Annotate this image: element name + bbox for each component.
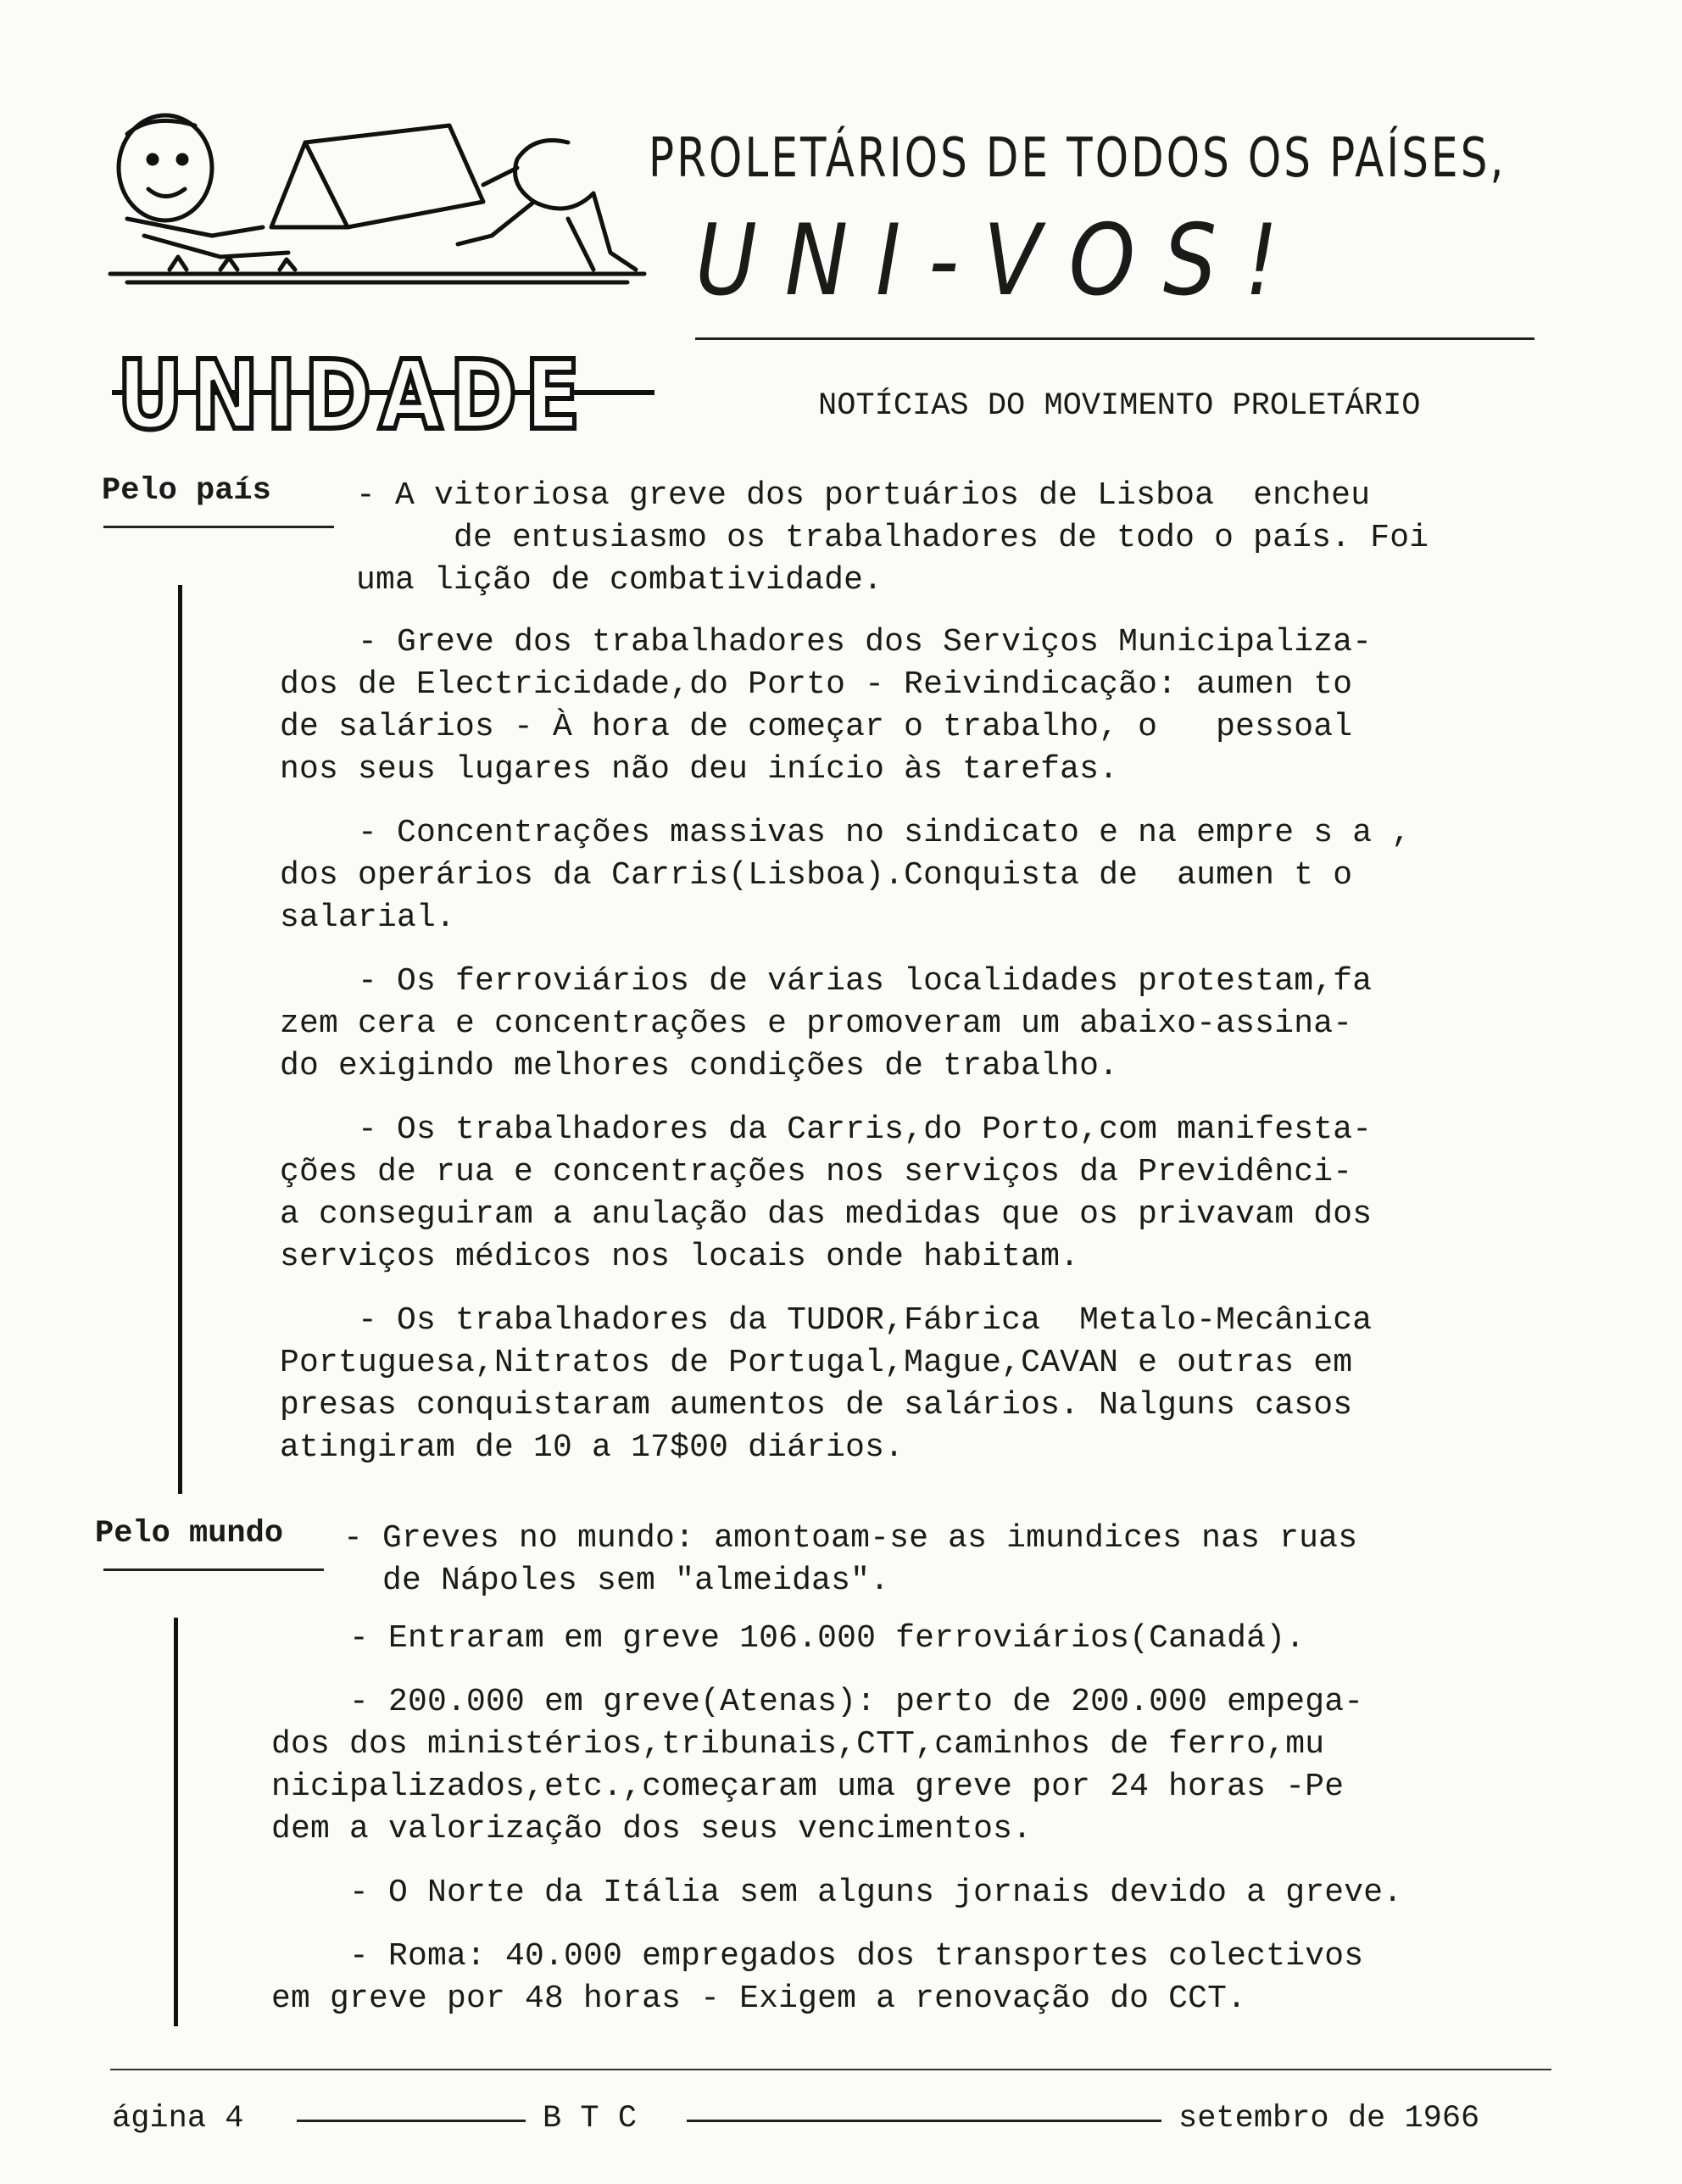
section-label-pelo-pais: Pelo país — [102, 473, 271, 509]
news-item: - Greves no mundo: amontoam-se as imundices nas ruas de Nápoles sem "almeidas". — [343, 1520, 1358, 1599]
news-item: - A vitoriosa greve dos portuários de Lisboa encheu de entusiasmo os trabalhadores de todo o país. Foi uma lição de combatividade. — [356, 477, 1429, 599]
section-sidebar-rule — [174, 1618, 178, 2026]
footer-top-rule — [110, 2069, 1551, 2070]
news-item: - Os ferroviários de várias localidades protestam,fa zem cera e concentrações e promoveram um abaixo-assina- do exigindo melhores condições de trabalho. — [280, 963, 1373, 1084]
brand-title: UNIDADE — [117, 341, 588, 451]
footer-date: setembro de 1966 — [1178, 2101, 1480, 2137]
slogan-line-2: UNI-VOS! — [695, 203, 1306, 318]
footer-publication: B T C — [543, 2101, 638, 2137]
section-label-pelo-mundo: Pelo mundo — [95, 1516, 284, 1552]
news-item: - Greve dos trabalhadores dos Serviços Municipaliza- dos de Electricidade,do Porto - Reivindicação: aumen to de salários - À hora de começar o trabalho, o pessoal nos seus lugares não deu início às tarefas. — [280, 624, 1373, 788]
newsletter-subtitle: NOTÍCIAS DO MOVIMENTO PROLETÁRIO — [818, 388, 1421, 424]
section-underline — [103, 526, 334, 528]
news-item: - Concentrações massivas no sindicato e na empre s a , dos operários da Carris(Lisboa).Conquista de aumen t o salarial. — [280, 815, 1412, 936]
section-underline — [103, 1568, 324, 1571]
footer-rule — [297, 2120, 526, 2122]
section-sidebar-rule — [178, 585, 182, 1494]
news-item: - 200.000 em greve(Atenas): perto de 200.000 empega- dos dos ministérios,tribunais,CTT,caminhos de ferro,mu nicipalizados,etc.,começaram uma greve por 24 horas -Pe dem a valorização dos seus vencimentos. — [271, 1684, 1364, 1847]
footer-rule — [687, 2120, 1161, 2122]
news-item: - Entraram em greve 106.000 ferroviários(Canadá). — [271, 1620, 1306, 1657]
news-item: - Roma: 40.000 empregados dos transportes colectivos em greve por 48 horas - Exigem a renovação do CCT. — [271, 1938, 1364, 2017]
slogan-line-1: PROLETÁRIOS DE TODOS OS PAÍSES, — [649, 127, 1507, 190]
cartoon-illustration — [93, 109, 653, 295]
news-item: - O Norte da Itália sem alguns jornais devido a greve. — [271, 1875, 1403, 1911]
news-item: - Os trabalhadores da Carris,do Porto,com manifesta- ções de rua e concentrações nos serviços da Previdênci- a conseguiram a anulação das medidas que os privavam dos serviços médicos nos locais onde habitam. — [280, 1112, 1373, 1275]
masthead-rule — [695, 337, 1534, 340]
news-item: - Os trabalhadores da TUDOR,Fábrica Metalo-Mecânica Portuguesa,Nitratos de Portugal,Mague,CAVAN e outras em presas conquistaram aumentos de salários. Nalguns casos atingiram de 10 a 17$00 diários. — [280, 1302, 1373, 1466]
footer-page-number: ágina 4 — [112, 2101, 244, 2137]
